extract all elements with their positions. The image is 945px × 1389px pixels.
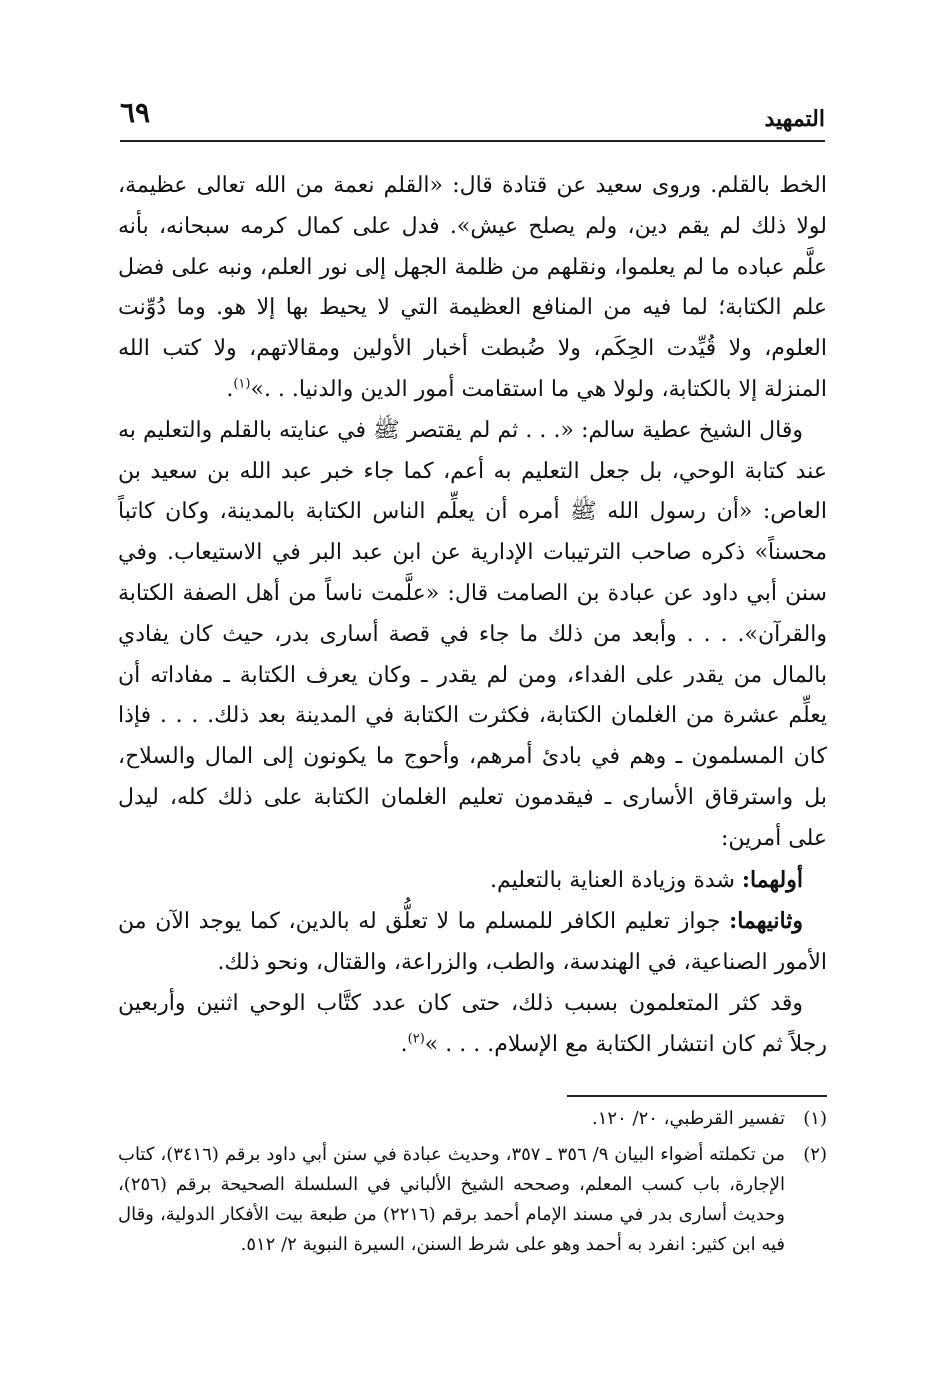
- paragraph-5: وقد كثر المتعلمون بسبب ذلك، حتى كان عدد كتَّاب الوحي اثنين وأربعين رجلاً ثم كان انتشار الكتابة مع الإسلام. . . . »$^{(٢)}$.: [118, 990, 827, 1057]
- footnote-item: [118, 1104, 827, 1134]
- page-number: ٦٩: [120, 96, 151, 129]
- footnote-item: [118, 1140, 827, 1260]
- footnote-number: (١): [803, 1108, 827, 1129]
- second-point-label: وثانيهما:: [729, 908, 803, 935]
- footnotes: [118, 1104, 827, 1260]
- paragraph-5-text: وقد كثر المتعلمون بسبب ذلك، حتى كان عدد كتَّاب الوحي اثنين وأربعين رجلاً ثم كان انتشار الكتابة مع الإسلام. . . . »: [118, 990, 827, 1057]
- first-point-label: أولهما:: [741, 866, 803, 893]
- footnote-text: تفسير القرطبي، ٢٠/ ١٢٠.: [592, 1108, 785, 1129]
- chapter-title: التمهيد: [764, 106, 825, 132]
- first-point-text: شدة وزيادة العناية بالتعليم.: [489, 867, 742, 893]
- footnote-ref-2: (٢): [407, 1031, 425, 1047]
- footnote-number: (٢): [803, 1144, 827, 1165]
- footnote-ref-1: (١): [233, 376, 251, 392]
- running-header: [120, 92, 825, 142]
- paragraph-1: الخط بالقلم. وروى سعيد عن قتادة قال: «القلم نعمة من الله تعالى عظيمة، لولا ذلك لم يقم دين، ولم يصلح عيش». فدل على كمال كرمه سبحانه، بأنه علَّم عباده ما لم يعلموا، ونقلهم من ظلمة الجهل إلى نور العلم، ونبه على فضل علم الكتابة؛ لما فيه من المنافع العظيمة التي لا يحيط بها إلا هو. وما دُوِّنت العلوم، ولا قُيِّدت الحِكَم، ولا ضُبطت أخبار الأولين ومقالاتهم، ولا كتب الله المنزلة إلا بالكتابة، ولولا هي ما استقامت أمور الدين والدنيا. . .»$^{(١)}$.: [118, 173, 827, 402]
- paragraph-2: وقال الشيخ عطية سالم: «. . . ثم لم يقتصر ﷺ في عنايته بالقلم والتعليم به عند كتابة الوحي، بل جعل التعليم به أعم، كما جاء خبر عبد الله بن سعيد بن العاص: «أن رسول الله ﷺ أمره أن يعلِّم الناس الكتابة بالمدينة، وكان كاتباً محسناً» ذكره صاحب الترتيبات الإدارية عن ابن عبد البر في الاستيعاب. وفي سنن أبي داود عن عبادة بن الصامت قال: «علَّمت ناساً من أهل الصفة الكتابة والقرآن». . . . وأبعد من ذلك ما جاء في قصة أسارى بدر، حيث كان يفادي بالمال من يقدر على الفداء، ومن لم يقدر ـ وكان يعرف الكتابة ـ مفاداته أن يعلِّم عشرة من الغلمان الكتابة، فكثرت الكتابة في المدينة بعد ذلك. . . . فإذا كان المسلمون ـ وهم في بادئ أمرهم، وأحوج ما يكونون إلى المال والسلاح، بل واسترقاق الأسارى ـ فيقدمون تعليم الغلمان الكتابة على ذلك كله، ليدل على أمرين:: [118, 417, 827, 851]
- paragraph-4: [118, 901, 827, 984]
- main-text: [118, 166, 827, 1066]
- paragraph-1-text: الخط بالقلم. وروى سعيد عن قتادة قال: «القلم نعمة من الله تعالى عظيمة، لولا ذلك لم يقم دين، ولم يصلح عيش». فدل على كمال كرمه سبحانه، بأنه علَّم عباده ما لم يعلموا، ونقلهم من ظلمة الجهل إلى نور العلم، ونبه على فضل علم الكتابة؛ لما فيه من المنافع العظيمة التي لا يحيط بها إلا هو. وما دُوِّنت العلوم، ولا قُيِّدت الحِكَم، ولا ضُبطت أخبار الأولين ومقالاتهم، ولا كتب الله المنزلة إلا بالكتابة، ولولا هي ما استقامت أمور الدين والدنيا. . .»: [118, 173, 827, 402]
- paragraph-3: [118, 860, 827, 902]
- footnote-divider: [567, 1095, 827, 1097]
- second-point-text: جواز تعليم الكافر للمسلم ما لا تعلُّق له بالدين، كما يوجد الآن من الأمور الصناعية، في الهندسة، والطب، والزراعة، والقتال، ونحو ذلك.: [118, 909, 827, 976]
- footnote-text: من تكملته أضواء البيان ٩/ ٣٥٦ ـ ٣٥٧، وحديث عبادة في سنن أبي داود برقم (٣٤١٦)، كتاب الإجارة، باب كسب المعلم، وصححه الشيخ الألباني في السلسلة الصحيحة برقم (٢٥٦)، وحديث أسارى بدر في مسند الإمام أحمد برقم (٢٢١٦) من طبعة بيت الأفكار الدولية، وقال فيه ابن كثير: انفرد به أحمد وهو على شرط السنن، السيرة النبوية ٢/ ٥١٢.: [118, 1144, 785, 1255]
